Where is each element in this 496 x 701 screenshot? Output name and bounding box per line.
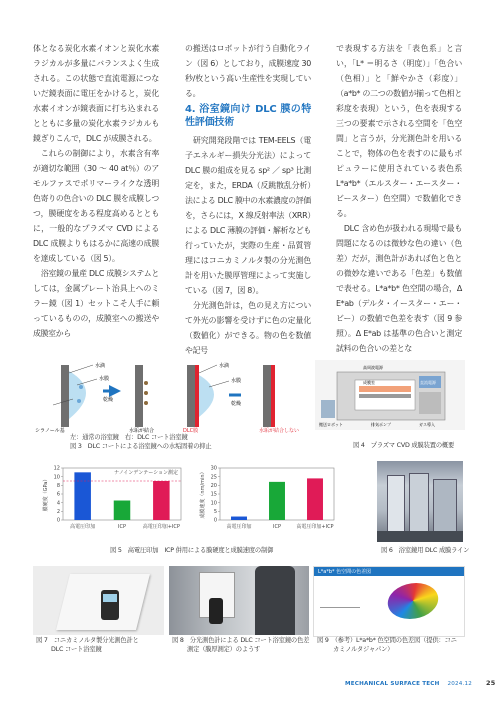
y-tick-label: 5 [213,509,217,516]
paragraph: 研究開発段階では TEM-EELS（電子エネルギー損失分光法）によって DLC 膜の組成を見る sp² ／ sp³ 比測定を，また，ERDA（反跳散乱分析）法による DLC 膜中の水素濃度の評価を，さらには，X 線反射率法（XRR）による DLC 薄膜の評価・解析なども行っていたが，実際の生産・品質管理にはコニカミノルタ製の分光測色計を用いた膜厚管理によって実施している（図 7，図 8）。 [185,136,311,295]
label-water-film-2: 水膜 [231,378,242,384]
figure-7-caption [36,636,139,654]
y-tick-label: 12 [53,465,60,472]
text-column-2 [185,41,311,358]
paragraph: これらの制御により，水素含有率が適切な範囲（30 ～ 40 at％）のアモルファスでポリマーライクな透明色寄りの色合いの DLC 膜を成膜しつつ，膜硬度をある程度高めるとともに，一般的なプラズマ CVD による DLC 成膜よりもはるかに高速の成膜を達成している（図 5）。 [33,149,159,263]
figure-5-chart-hardness [33,460,189,540]
glass-substrate-dlc [187,365,195,427]
y-axis-label: 膜硬度（GPa） [43,476,49,512]
label-rf-power: 高周波電源 [363,365,383,370]
section-heading: 4. 浴室鏡向け DLC 膜の特性評価技術 [185,104,311,128]
x-tick-label: 高電圧印加 [70,524,96,530]
y-tick-label: 0 [56,517,60,524]
text-column-1 [33,41,159,341]
label-dry-2: 乾燥 [231,401,242,407]
caption-line: 図 7 コニカミノルタ製分光測色計と [36,637,139,644]
figure-4 [315,360,465,430]
figure-3-caption [70,433,310,451]
label-water-drop: 水滴 [95,363,106,369]
caption-line: 図 8 分光測色計による DLC コート浴室鏡の色差 [172,637,310,644]
paragraph: 分光測色計は，色の見え方について外光の影響を受けずに色の定量化（数値化）ができる。物の色を数値や記号 [185,301,311,355]
bar-1 [269,482,285,520]
label-gas: ガス導入 [419,422,435,427]
label-silanol: シラノール基 [35,428,65,433]
caption-line: 測定（膜厚測定）のようす [187,646,261,653]
x-tick-label: 高電圧印加 [226,524,252,530]
x-tick-label: ICP [273,524,281,530]
y-tick-label: 30 [210,465,217,472]
y-tick-label: 10 [53,474,60,481]
figure-6-caption: 図 6 浴室鏡用 DLC 成膜ライン [381,547,470,554]
y-tick-label: 10 [210,500,217,507]
bar-0 [231,517,247,520]
caption-line: 左：通常の浴室鏡 右：DLC コート浴室鏡 [70,434,188,441]
paragraph: 体となる炭化水素イオンと炭化水素ラジカルが多量にバランスよく生成される。この状態で直流電源につないだ鏡表面に電圧をかけると，炭化水素イオンが鏡表面に打ち込まれるとともに多量の炭化水素ラジカルも鏡ぎりこんで，DLC が成膜される。 [33,44,159,143]
issue-date: 2024.12 [447,681,473,687]
x-tick-label: ICP [118,524,126,530]
y-tick-label: 8 [56,483,60,490]
label-dlc: DLC膜 [183,428,199,433]
label-water-film: 水膜 [99,376,110,382]
label-dry: 乾燥 [103,397,114,403]
x-tick-label: 高電圧印加+ICP [142,524,180,530]
label-robot: 搬送ロボット [319,422,343,427]
color-wheel [385,583,441,619]
y-tick-label: 6 [56,491,60,498]
caption-line: カミノルタジャパン） [333,646,394,653]
water-film-right [199,375,214,417]
figure-3 [33,361,307,433]
figure-4-caption: 図 4 プラズマ CVD 成膜装置の概要 [353,442,455,449]
footer [345,679,495,687]
caption-line: DLC コート浴室鏡 [51,646,102,653]
label-water-drop-2: 水滴 [219,363,230,369]
caption-line: 図 9 （参考）L*a*b* 色空間の色差図（提供：コニ [317,637,457,644]
water-film-left [69,371,86,419]
y-tick-label: 15 [210,491,217,498]
plasma-region [359,386,411,392]
bar-0 [74,472,91,520]
figure-7-photo [33,566,164,635]
caption-line: 図 3 DLC コートによる浴室鏡への水垢固着の抑止 [70,443,212,450]
label-no-bond: 水垢が結合しない [259,428,300,433]
bar-1 [114,501,131,521]
y-tick-label: 0 [213,517,217,524]
y-tick-label: 2 [56,509,60,516]
text-column-3 [336,41,462,356]
page-number: 25 [486,679,496,687]
glass-substrate-left [61,365,69,427]
figure-9-colorspace [313,566,465,637]
bar-2 [307,478,323,520]
x-tick-label: 高電圧印加+ICP [296,524,334,530]
label-chamber: 成膜室 [363,380,375,385]
figure-5-caption: 図 5 高電圧印加 ICP 併用による膜硬度と成膜速度の制御 [110,547,274,554]
label-pump: 排気ポンプ [371,422,391,427]
y-tick-label: 20 [210,483,217,490]
paragraph: 浴室鏡の量産 DLC 成膜システムとしては，金属プレート治具上へのミラー鏡（図 1）セットこそ人手に頼っているものの，成膜室への搬送や成膜室から [33,269,159,338]
y-tick-label: 4 [56,500,60,507]
paragraph: で表現する方法を「表色系」と言い，「L* ＝明るさ（明度）」「色合い（色相）」と「鮮やかさ（彩度）」（a*b* の二つの数値が揃って色相と彩度を表現）という，色を表現する三つの要素で示される空間を「色空間」と言うが，分光測色計を用いることで，物体の色を表すのに最もポピュラーに使用されている表色系 L*a*b*（エルスター・エースター・ビースター）色空間）で数値化できる。 [336,44,462,218]
chart-legend: ナノインデンテーション測定 [114,470,178,476]
figure-9-caption [317,636,457,654]
magazine-name: MECHANICAL SURFACE TECH [345,681,440,687]
figure-9-title: L*a*b* 色空間の色差図 [318,569,372,575]
paragraph: の搬送はロボットが行う自動化ライン（図 6）としており，成膜速度 30 秒/枚という高い生産性を実現している。 [185,44,311,98]
dlc-film [195,365,199,427]
bar-2 [153,481,170,520]
glass-substrate-mid [135,365,143,427]
figure-6-photo [377,461,463,542]
y-tick-label: 25 [210,474,217,481]
figure-8-caption [172,636,309,654]
paragraph: DLC 含め色が扱われる現場で最も問題になるのは微妙な色の違い（色差）だが，測色計があれば色と色との微妙な違いである「色差」も数値で表せる。L*a*b* 色空間の場合，Δ E*ab（デルタ・イースター・エー・ビー）の数値で色差を表す（図 9 参照）。Δ E*ab は基準の色合いと測定試料の色合いの差とな [336,224,462,353]
figure-5-chart-rate [192,460,340,540]
label-water-bond: 水垢が結合 [129,428,155,433]
y-axis-label: 成膜速度（nm/min） [200,469,206,519]
figure-8-photo [169,566,309,635]
label-dc-power: 直流電源 [420,380,436,385]
